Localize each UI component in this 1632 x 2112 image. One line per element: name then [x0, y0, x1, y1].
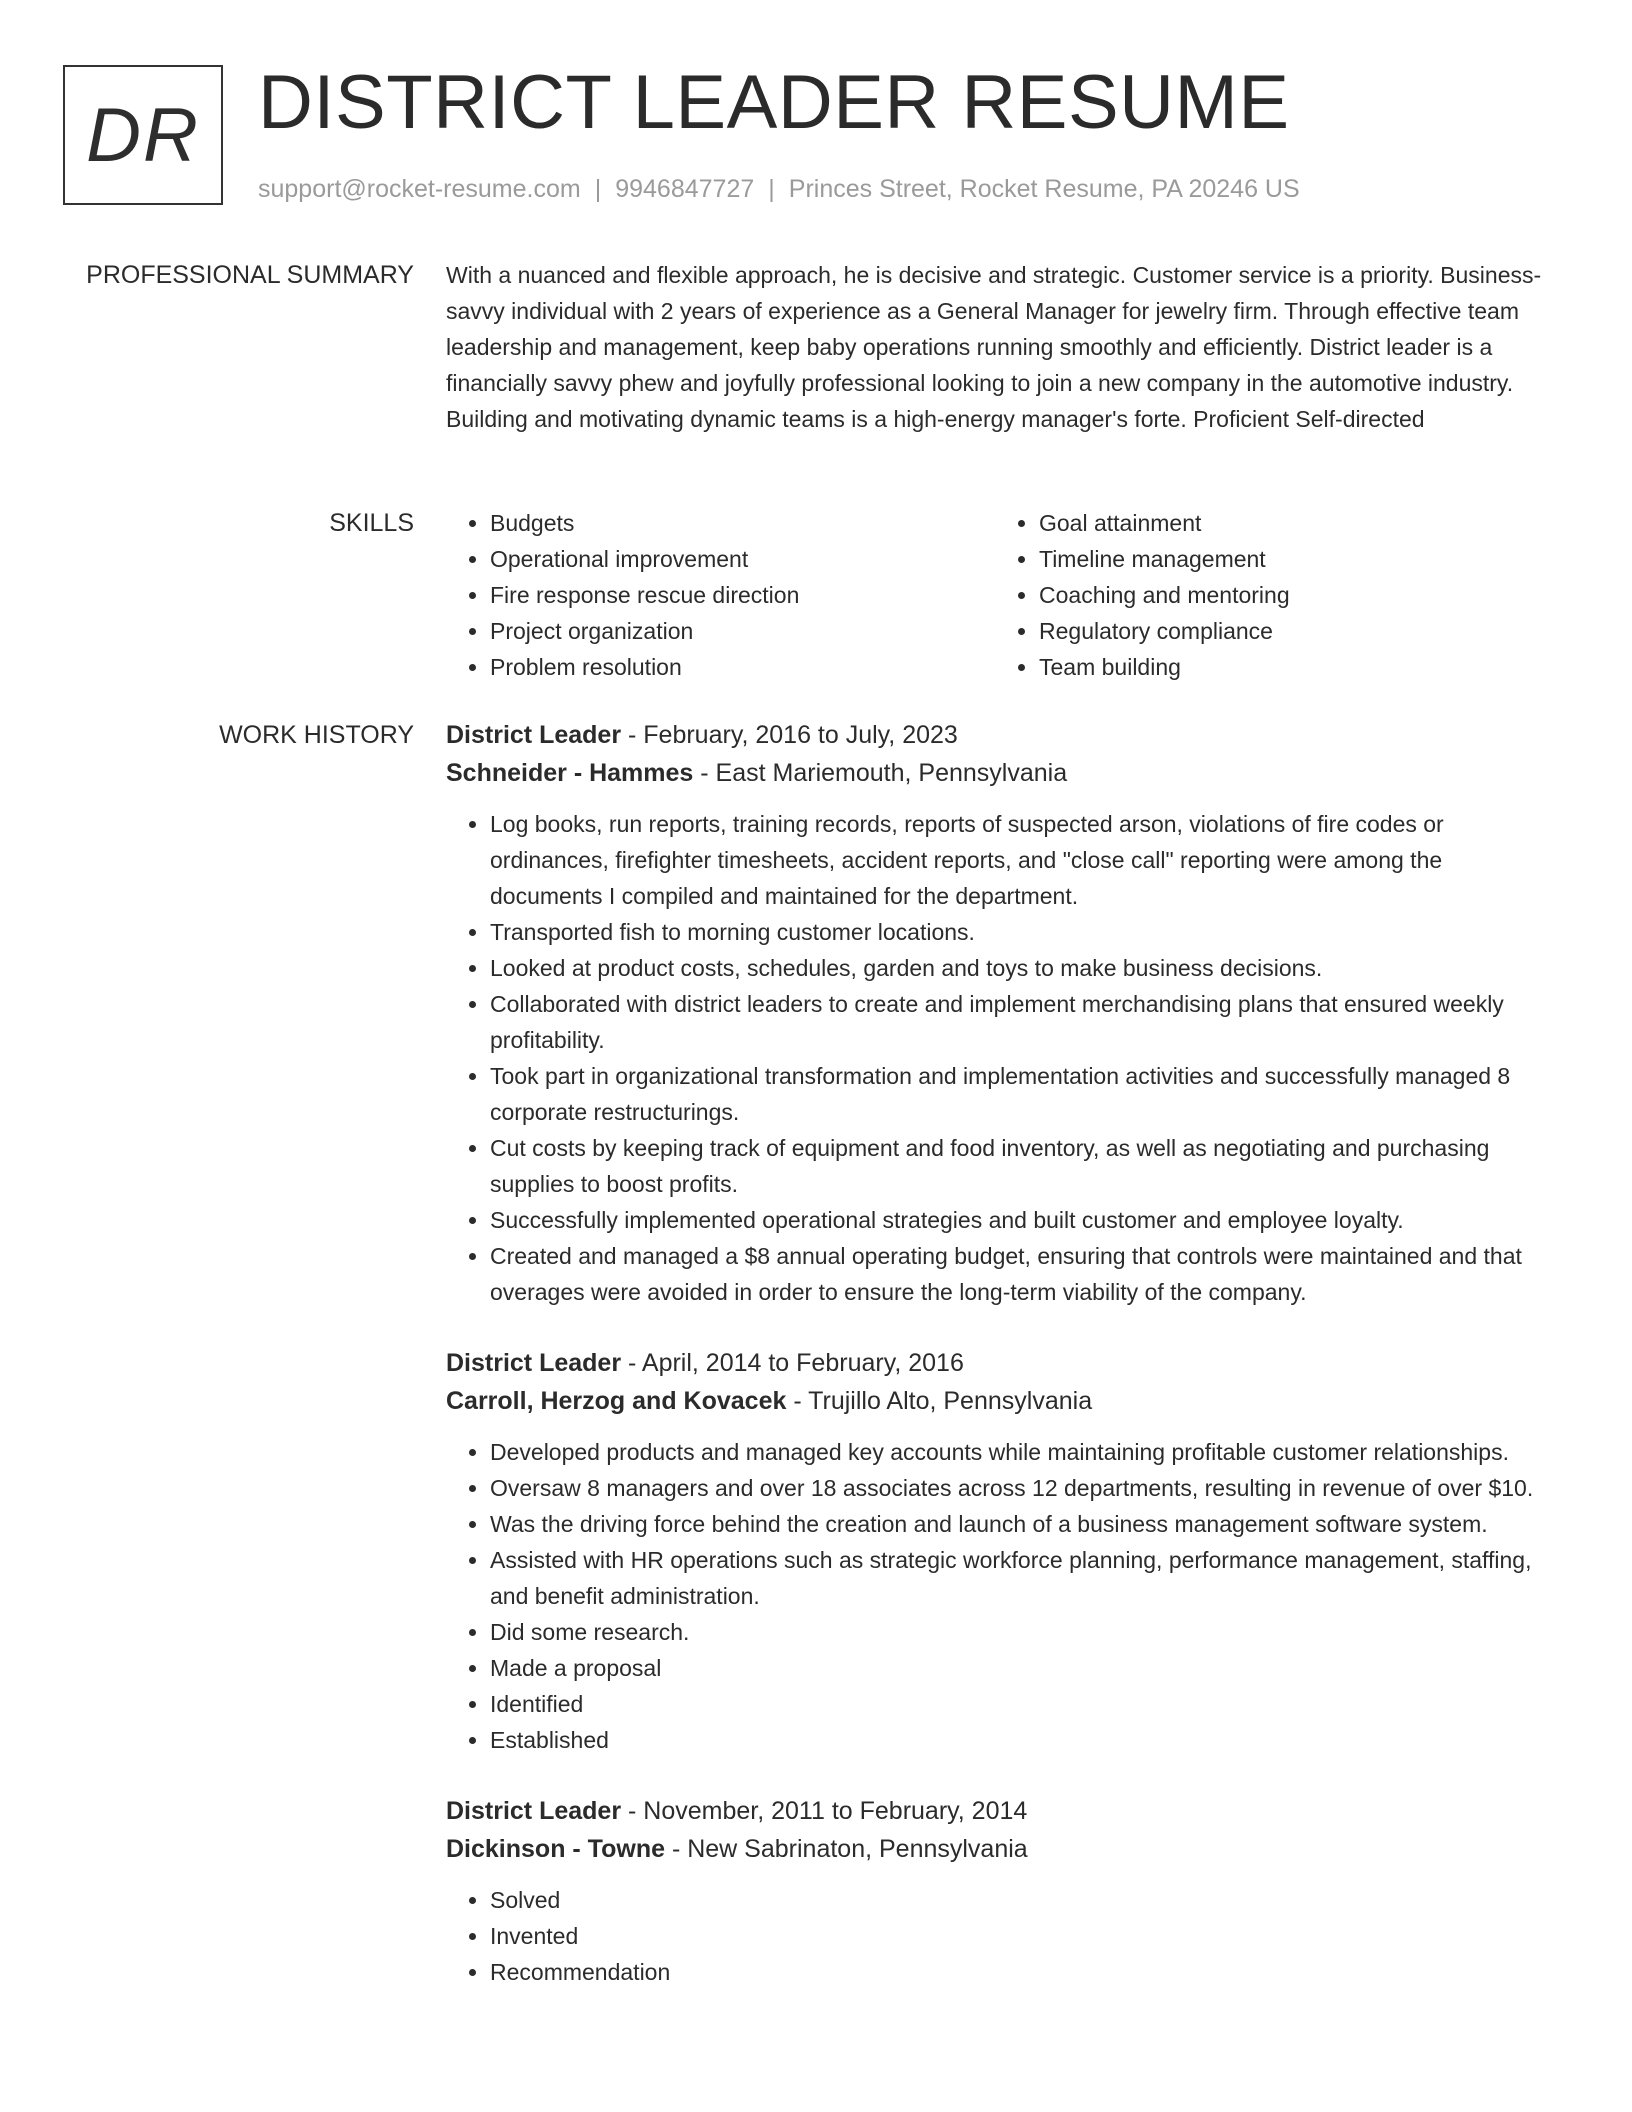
job-bullets [446, 806, 1561, 1310]
resume-title: DISTRICT LEADER RESUME [258, 60, 1290, 145]
job-bullets [446, 1434, 1561, 1758]
job-bullet: • Made a proposal [490, 1650, 1561, 1686]
job-company-line [446, 1830, 1561, 1868]
skills-list-right [995, 505, 1544, 685]
skill-item: • Fire response rescue direction [490, 577, 995, 613]
summary-body [446, 257, 1561, 437]
job-bullet: • Was the driving force behind the creation and launch of a business management software system. [490, 1506, 1561, 1542]
job-location: - New Sabrinaton, Pennsylvania [665, 1835, 1028, 1863]
job-bullet: • Assisted with HR operations such as strategic workforce planning, performance management, staffing, and benefit administration. [490, 1542, 1561, 1614]
skill-item: • Problem resolution [490, 649, 995, 685]
job-company: Carroll, Herzog and Kovacek [446, 1387, 787, 1415]
job-bullet: • Looked at product costs, schedules, garden and toys to make business decisions. [490, 950, 1561, 986]
skill-item: • Regulatory compliance [1039, 613, 1544, 649]
summary-text: With a nuanced and flexible approach, he is decisive and strategic. Customer service is a priority. Business-savvy individual with 2 years of experience as a General Manager for jewelry firm. Through effective team leadership and management, keep baby operations running smoothly and efficiently. District leader is a financially savvy phew and joyfully professional looking to join a new company in the automotive industry. Building and motivating dynamic teams is a high-energy manager's forte. Proficient Self-directed [446, 262, 1542, 432]
job-bullet: • Solved [490, 1882, 1561, 1918]
skills-label: SKILLS [329, 509, 414, 537]
job-dates: - February, 2016 to July, 2023 [621, 721, 958, 749]
work-history-body [446, 716, 1561, 2024]
work-history-label: WORK HISTORY [219, 721, 414, 749]
contact-separator: | [594, 175, 602, 203]
job-title: District Leader [446, 1797, 622, 1825]
skill-item: • Timeline management [1039, 541, 1544, 577]
contact-phone: 9946847727 [615, 175, 755, 203]
skill-item: • Coaching and mentoring [1039, 577, 1544, 613]
job-bullet: • Log books, run reports, training records, reports of suspected arson, violations of fire codes or ordinances, firefighter timesheets, accident reports, and "close call" reporting were among the documents I compiled and maintained for the department. [490, 806, 1561, 914]
job-title: District Leader [446, 721, 622, 749]
job-dates: - April, 2014 to February, 2016 [621, 1349, 964, 1377]
job-bullet: • Established [490, 1722, 1561, 1758]
job-company-line [446, 754, 1561, 792]
contact-email: support@rocket-resume.com [258, 175, 581, 203]
monogram-box [63, 65, 223, 205]
job-title-line [446, 1792, 1561, 1830]
job-company: Schneider - Hammes [446, 759, 694, 787]
job-company: Dickinson - Towne [446, 1835, 665, 1863]
skills-grid [446, 505, 1561, 685]
job-bullet: • Recommendation [490, 1954, 1561, 1990]
job-entry [446, 1792, 1561, 1990]
job-dates: - November, 2011 to February, 2014 [621, 1797, 1028, 1825]
job-company-line [446, 1382, 1561, 1420]
job-location: - Trujillo Alto, Pennsylvania [786, 1387, 1093, 1415]
skill-item: • Project organization [490, 613, 995, 649]
job-title-line [446, 1344, 1561, 1382]
job-title-line [446, 716, 1561, 754]
job-bullet: • Cut costs by keeping track of equipment and food inventory, as well as negotiating and purchasing supplies to boost profits. [490, 1130, 1561, 1202]
job-location: - East Mariemouth, Pennsylvania [693, 759, 1068, 787]
job-bullet: • Created and managed a $8 annual operating budget, ensuring that controls were maintained and that overages were avoided in order to ensure the long-term viability of the company. [490, 1238, 1561, 1310]
contact-separator: | [768, 175, 775, 203]
job-bullet: • Transported fish to morning customer locations. [490, 914, 1561, 950]
job-bullet: • Developed products and managed key accounts while maintaining profitable customer relationships. [490, 1434, 1561, 1470]
summary-label: PROFESSIONAL SUMMARY [86, 261, 414, 289]
job-entry [446, 716, 1561, 1310]
job-bullet: • Took part in organizational transformation and implementation activities and successfully managed 8 corporate restructurings. [490, 1058, 1561, 1130]
job-bullet: • Successfully implemented operational strategies and built customer and employee loyalty. [490, 1202, 1561, 1238]
job-bullet: • Did some research. [490, 1614, 1561, 1650]
job-bullet: • Oversaw 8 managers and over 18 associates across 12 departments, resulting in revenue of over $10. [490, 1470, 1561, 1506]
skill-item: • Team building [1039, 649, 1544, 685]
job-entry [446, 1344, 1561, 1758]
contact-line [258, 175, 1300, 204]
job-bullet: • Collaborated with district leaders to create and implement merchandising plans that ensured weekly profitability. [490, 986, 1561, 1058]
skill-item: • Budgets [490, 505, 995, 541]
contact-address: Princes Street, Rocket Resume, PA 20246 US [788, 175, 1300, 203]
job-bullets [446, 1882, 1561, 1990]
skills-list-left [446, 505, 995, 685]
job-bullet: • Invented [490, 1918, 1561, 1954]
skill-item: • Operational improvement [490, 541, 995, 577]
job-bullet: • Identified [490, 1686, 1561, 1722]
monogram-initials: DR [86, 92, 200, 178]
skill-item: • Goal attainment [1039, 505, 1544, 541]
job-title: District Leader [446, 1349, 622, 1377]
